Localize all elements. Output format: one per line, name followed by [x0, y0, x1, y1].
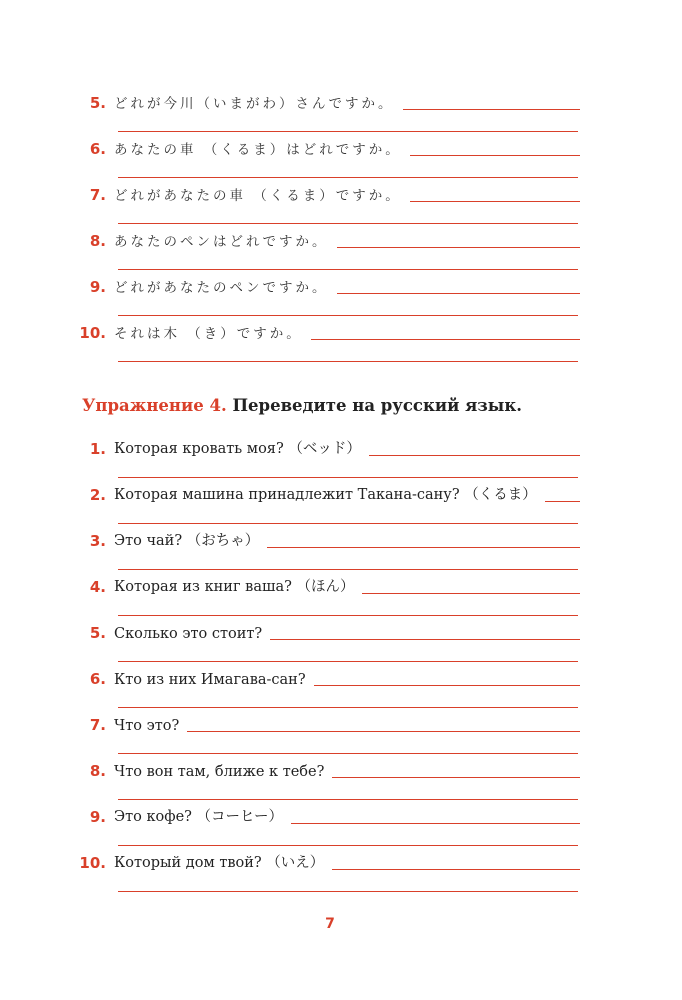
item-text: Кто из них Имагава-сан?: [114, 672, 306, 688]
answer-line[interactable]: [311, 339, 580, 340]
item-number: 5.: [89, 624, 106, 642]
item-text: どれがあなたのペンですか。: [114, 280, 329, 296]
answer-line[interactable]: [267, 547, 580, 548]
item-text: Которая кровать моя? （ベッド）: [114, 441, 361, 457]
item-text: Который дом твой? （いえ）: [114, 855, 325, 871]
exercise-item: [0, 180, 682, 226]
answer-line[interactable]: [314, 685, 580, 686]
item-first-line: [0, 664, 580, 688]
item-first-line: [0, 180, 580, 204]
item-text: あなたのペンはどれですか。: [114, 234, 329, 250]
answer-line[interactable]: [118, 753, 578, 754]
exercise-item: [0, 848, 682, 894]
answer-line[interactable]: [118, 799, 578, 800]
exercise-item: [0, 756, 682, 802]
item-text: Сколько это стоит?: [114, 626, 263, 642]
item-first-line: [0, 756, 580, 780]
answer-line[interactable]: [118, 315, 578, 316]
item-first-line: [0, 434, 580, 458]
answer-line[interactable]: [118, 361, 578, 362]
item-first-line: [0, 848, 580, 872]
answer-line[interactable]: [369, 455, 580, 456]
item-number: 4.: [89, 578, 106, 596]
item-text: それは木 （き）ですか。: [114, 326, 303, 342]
item-first-line: [0, 88, 580, 112]
exercise-item: [0, 480, 682, 526]
answer-line[interactable]: [118, 523, 578, 524]
item-number: 7.: [89, 186, 106, 204]
answer-line[interactable]: [410, 201, 580, 202]
exercise-item: [0, 88, 682, 134]
answer-line[interactable]: [270, 639, 580, 640]
exercise-item: [0, 434, 682, 480]
answer-line[interactable]: [118, 569, 578, 570]
item-number: 10.: [79, 324, 106, 342]
item-number: 6.: [89, 670, 106, 688]
answer-line[interactable]: [118, 223, 578, 224]
item-first-line: [0, 526, 580, 550]
exercise-item: [0, 318, 682, 364]
exercise-item: [0, 134, 682, 180]
answer-line[interactable]: [291, 823, 580, 824]
item-first-line: [0, 134, 580, 158]
item-text: Которая из книг ваша? （ほん）: [114, 579, 355, 595]
item-text: あなたの車 （くるま）はどれですか。: [114, 142, 402, 158]
answer-line[interactable]: [118, 845, 578, 846]
item-first-line: [0, 226, 580, 250]
item-text: Это чай? （おちゃ）: [114, 533, 260, 549]
exercise-item: [0, 618, 682, 664]
item-number: 8.: [89, 232, 106, 250]
exercise-4-heading: [82, 396, 522, 415]
item-number: 5.: [89, 94, 106, 112]
answer-line[interactable]: [410, 155, 580, 156]
item-text: Что это?: [114, 718, 180, 734]
answer-line[interactable]: [332, 869, 580, 870]
answer-line[interactable]: [337, 247, 581, 248]
page-number: 7: [325, 916, 335, 932]
item-number: 7.: [89, 716, 106, 734]
exercise-item: [0, 802, 682, 848]
item-number: 3.: [89, 532, 106, 550]
item-first-line: [0, 318, 580, 342]
answer-line[interactable]: [545, 501, 580, 502]
item-text: どれがあなたの車 （くるま）ですか。: [114, 188, 402, 204]
answer-line[interactable]: [118, 269, 578, 270]
exercise-item: [0, 664, 682, 710]
item-number: 9.: [89, 808, 106, 826]
item-text: Которая машина принадлежит Такана-сану? （くるま）: [114, 487, 537, 503]
item-number: 2.: [89, 486, 106, 504]
answer-line[interactable]: [403, 109, 581, 110]
exercise-3-list: [0, 88, 682, 364]
item-text: Это кофе? （コーヒー）: [114, 809, 283, 825]
item-first-line: [0, 618, 580, 642]
exercise-item: [0, 710, 682, 756]
answer-line[interactable]: [187, 731, 580, 732]
answer-line[interactable]: [118, 177, 578, 178]
item-number: 1.: [89, 440, 106, 458]
answer-line[interactable]: [118, 891, 578, 892]
exercise-label: Упражнение 4.: [82, 396, 227, 415]
answer-line[interactable]: [362, 593, 580, 594]
item-first-line: [0, 272, 580, 296]
item-number: 10.: [79, 854, 106, 872]
exercise-instruction: Переведите на русский язык.: [232, 396, 523, 415]
answer-line[interactable]: [332, 777, 580, 778]
answer-line[interactable]: [337, 293, 581, 294]
answer-line[interactable]: [118, 661, 578, 662]
item-text: Что вон там, ближе к тебе?: [114, 764, 325, 780]
item-first-line: [0, 572, 580, 596]
item-number: 6.: [89, 140, 106, 158]
item-number: 8.: [89, 762, 106, 780]
exercise-item: [0, 272, 682, 318]
item-first-line: [0, 710, 580, 734]
item-number: 9.: [89, 278, 106, 296]
answer-line[interactable]: [118, 707, 578, 708]
exercise-item: [0, 572, 682, 618]
item-first-line: [0, 802, 580, 826]
answer-line[interactable]: [118, 131, 578, 132]
exercise-item: [0, 226, 682, 272]
exercise-4-list: [0, 434, 682, 894]
answer-line[interactable]: [118, 477, 578, 478]
answer-line[interactable]: [118, 615, 578, 616]
item-first-line: [0, 480, 580, 504]
exercise-item: [0, 526, 682, 572]
item-text: どれが今川（いまがわ）さんですか。: [114, 96, 395, 112]
